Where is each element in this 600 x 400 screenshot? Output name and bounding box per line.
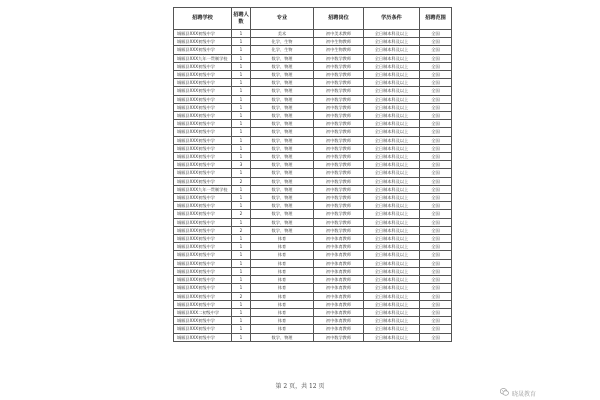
table-row xyxy=(174,128,452,136)
table-row xyxy=(174,103,452,111)
cell-post: 初中体育教师 xyxy=(314,235,364,243)
page-number: 第 2 页，共 12 页 xyxy=(275,383,325,390)
cell-post: 初中体育教师 xyxy=(314,300,364,308)
cell-range: 全国 xyxy=(420,317,452,325)
table-body xyxy=(174,30,452,342)
cell-post: 初中数学教师 xyxy=(314,144,364,152)
cell-school: 城厢县XXX初级中学 xyxy=(174,112,232,120)
cell-school: 城厢县XXX初级中学 xyxy=(174,71,232,79)
cell-post: 初中数学教师 xyxy=(314,112,364,120)
table-row xyxy=(174,169,452,177)
cell-range: 全国 xyxy=(420,103,452,111)
cell-major: 数学、物理 xyxy=(251,144,314,152)
cell-range: 全国 xyxy=(420,177,452,185)
cell-count: 1 xyxy=(232,128,251,136)
cell-major: 数学、物理 xyxy=(251,218,314,226)
cell-education: 全日制本科及以上 xyxy=(364,210,420,218)
cell-school: 城厢县XXX初级中学 xyxy=(174,128,232,136)
table-row xyxy=(174,308,452,316)
cell-major: 数学、物理 xyxy=(251,120,314,128)
cell-education: 全日制本科及以上 xyxy=(364,169,420,177)
cell-education: 全日制本科及以上 xyxy=(364,87,420,95)
cell-post: 初中数学教师 xyxy=(314,169,364,177)
cell-major: 体育 xyxy=(251,308,314,316)
cell-school: 城厢县XXX初级中学 xyxy=(174,218,232,226)
cell-major: 数学、物理 xyxy=(251,333,314,341)
cell-post: 初中数学教师 xyxy=(314,87,364,95)
cell-post: 初中数学教师 xyxy=(314,79,364,87)
table-row xyxy=(174,161,452,169)
table-row xyxy=(174,300,452,308)
cell-post: 初中数学教师 xyxy=(314,161,364,169)
table-row xyxy=(174,235,452,243)
table-row xyxy=(174,325,452,333)
cell-major: 数学、物理 xyxy=(251,87,314,95)
cell-range: 全国 xyxy=(420,325,452,333)
table-row xyxy=(174,259,452,267)
cell-range: 全国 xyxy=(420,300,452,308)
cell-count: 1 xyxy=(232,235,251,243)
cell-count: 1 xyxy=(232,71,251,79)
cell-count: 1 xyxy=(232,136,251,144)
table-row xyxy=(174,62,452,70)
cell-education: 全日制本科及以上 xyxy=(364,128,420,136)
cell-range: 全国 xyxy=(420,210,452,218)
cell-count: 1 xyxy=(232,112,251,120)
cell-count: 1 xyxy=(232,276,251,284)
cell-major: 体育 xyxy=(251,325,314,333)
cell-education: 全日制本科及以上 xyxy=(364,325,420,333)
cell-major: 美术 xyxy=(251,30,314,38)
cell-school: 城厢县XXX九年一贯制学校 xyxy=(174,185,232,193)
cell-post: 初中体育教师 xyxy=(314,308,364,316)
cell-count: 1 xyxy=(232,284,251,292)
table-row xyxy=(174,317,452,325)
cell-school: 城厢县XXX初级中学 xyxy=(174,333,232,341)
cell-major: 数学、物理 xyxy=(251,62,314,70)
cell-post: 初中数学教师 xyxy=(314,333,364,341)
cell-major: 体育 xyxy=(251,317,314,325)
cell-school: 城厢县XXX初级中学 xyxy=(174,267,232,275)
table-row xyxy=(174,95,452,103)
cell-school: 城厢县XXX初级中学 xyxy=(174,276,232,284)
cell-post: 初中数学教师 xyxy=(314,54,364,62)
watermark xyxy=(500,388,536,398)
cell-school: 城厢县XXX初级中学 xyxy=(174,317,232,325)
cell-count: 1 xyxy=(232,54,251,62)
cell-range: 全国 xyxy=(420,87,452,95)
cell-count: 1 xyxy=(232,243,251,251)
table-row xyxy=(174,210,452,218)
table-row xyxy=(174,112,452,120)
cell-major: 体育 xyxy=(251,243,314,251)
cell-education: 全日制本科及以上 xyxy=(364,333,420,341)
table-row xyxy=(174,120,452,128)
cell-count: 1 xyxy=(232,95,251,103)
cell-range: 全国 xyxy=(420,30,452,38)
cell-range: 全国 xyxy=(420,54,452,62)
cell-post: 初中体育教师 xyxy=(314,292,364,300)
cell-major: 数学、物理 xyxy=(251,161,314,169)
cell-count: 1 xyxy=(232,144,251,152)
cell-major: 数学、物理 xyxy=(251,54,314,62)
cell-post: 初中体育教师 xyxy=(314,267,364,275)
table-row xyxy=(174,276,452,284)
cell-education: 全日制本科及以上 xyxy=(364,284,420,292)
cell-education: 全日制本科及以上 xyxy=(364,276,420,284)
cell-post: 初中数学教师 xyxy=(314,202,364,210)
cell-education: 全日制本科及以上 xyxy=(364,120,420,128)
cell-range: 全国 xyxy=(420,333,452,341)
cell-range: 全国 xyxy=(420,38,452,46)
cell-range: 全国 xyxy=(420,226,452,234)
table-row xyxy=(174,136,452,144)
table-row xyxy=(174,79,452,87)
cell-count: 1 xyxy=(232,267,251,275)
cell-count: 1 xyxy=(232,46,251,54)
cell-range: 全国 xyxy=(420,292,452,300)
cell-school: 城厢县XXX初级中学 xyxy=(174,210,232,218)
cell-post: 初中体育教师 xyxy=(314,284,364,292)
cell-education: 全日制本科及以上 xyxy=(364,300,420,308)
cell-school: 城厢县XXX初级中学 xyxy=(174,62,232,70)
header-count: 招聘人数 xyxy=(232,8,251,30)
header-school: 招聘学校 xyxy=(174,8,232,30)
cell-range: 全国 xyxy=(420,71,452,79)
cell-school: 城厢县XXX二初级中学 xyxy=(174,308,232,316)
cell-count: 1 xyxy=(232,317,251,325)
cell-major: 数学、物理 xyxy=(251,169,314,177)
cell-count: 3 xyxy=(232,161,251,169)
cell-post: 初中体育教师 xyxy=(314,276,364,284)
cell-post: 初中体育教师 xyxy=(314,251,364,259)
table-row xyxy=(174,333,452,341)
cell-education: 全日制本科及以上 xyxy=(364,308,420,316)
cell-major: 化学、生物 xyxy=(251,38,314,46)
cell-post: 初中生物教师 xyxy=(314,46,364,54)
cell-school: 城厢县XXX初级中学 xyxy=(174,251,232,259)
cell-major: 数学、物理 xyxy=(251,112,314,120)
cell-major: 体育 xyxy=(251,259,314,267)
cell-count: 1 xyxy=(232,153,251,161)
table-row xyxy=(174,54,452,62)
cell-range: 全国 xyxy=(420,194,452,202)
cell-range: 全国 xyxy=(420,202,452,210)
table-row xyxy=(174,202,452,210)
cell-education: 全日制本科及以上 xyxy=(364,38,420,46)
cell-school: 城厢县XXX初级中学 xyxy=(174,144,232,152)
cell-post: 初中数学教师 xyxy=(314,71,364,79)
cell-education: 全日制本科及以上 xyxy=(364,136,420,144)
cell-education: 全日制本科及以上 xyxy=(364,161,420,169)
cell-education: 全日制本科及以上 xyxy=(364,177,420,185)
wechat-icon xyxy=(500,388,509,398)
cell-count: 1 xyxy=(232,194,251,202)
cell-education: 全日制本科及以上 xyxy=(364,218,420,226)
cell-range: 全国 xyxy=(420,259,452,267)
cell-post: 初中体育教师 xyxy=(314,317,364,325)
cell-post: 初中数学教师 xyxy=(314,103,364,111)
cell-post: 初中数学教师 xyxy=(314,210,364,218)
cell-major: 数学、物理 xyxy=(251,79,314,87)
cell-range: 全国 xyxy=(420,153,452,161)
cell-education: 全日制本科及以上 xyxy=(364,46,420,54)
cell-education: 全日制本科及以上 xyxy=(364,243,420,251)
cell-school: 城厢县XXX九年一贯制学校 xyxy=(174,54,232,62)
table-row xyxy=(174,292,452,300)
cell-school: 城厢县XXX初级中学 xyxy=(174,103,232,111)
cell-count: 1 xyxy=(232,333,251,341)
cell-count: 2 xyxy=(232,210,251,218)
cell-school: 城厢县XXX初级中学 xyxy=(174,161,232,169)
cell-major: 数学、物理 xyxy=(251,226,314,234)
cell-school: 城厢县XXX初级中学 xyxy=(174,38,232,46)
cell-post: 初中体育教师 xyxy=(314,325,364,333)
cell-education: 全日制本科及以上 xyxy=(364,103,420,111)
cell-range: 全国 xyxy=(420,120,452,128)
cell-range: 全国 xyxy=(420,218,452,226)
table-row xyxy=(174,144,452,152)
cell-education: 全日制本科及以上 xyxy=(364,62,420,70)
cell-education: 全日制本科及以上 xyxy=(364,317,420,325)
cell-major: 体育 xyxy=(251,284,314,292)
cell-range: 全国 xyxy=(420,79,452,87)
cell-education: 全日制本科及以上 xyxy=(364,144,420,152)
header-post: 招聘岗位 xyxy=(314,8,364,30)
cell-range: 全国 xyxy=(420,169,452,177)
cell-school: 城厢县XXX初级中学 xyxy=(174,325,232,333)
cell-count: 1 xyxy=(232,62,251,70)
cell-count: 1 xyxy=(232,103,251,111)
cell-school: 城厢县XXX初级中学 xyxy=(174,46,232,54)
cell-school: 城厢县XXX初级中学 xyxy=(174,95,232,103)
cell-count: 2 xyxy=(232,292,251,300)
table-row xyxy=(174,71,452,79)
cell-education: 全日制本科及以上 xyxy=(364,194,420,202)
cell-education: 全日制本科及以上 xyxy=(364,235,420,243)
cell-range: 全国 xyxy=(420,284,452,292)
cell-post: 初中数学教师 xyxy=(314,153,364,161)
cell-school: 城厢县XXX初级中学 xyxy=(174,226,232,234)
table-row xyxy=(174,38,452,46)
cell-education: 全日制本科及以上 xyxy=(364,226,420,234)
table-row xyxy=(174,46,452,54)
table-row xyxy=(174,267,452,275)
watermark-text: 晓晟教育 xyxy=(512,390,537,398)
cell-count: 1 xyxy=(232,259,251,267)
cell-major: 数学、物理 xyxy=(251,103,314,111)
cell-major: 数学、物理 xyxy=(251,202,314,210)
cell-major: 体育 xyxy=(251,292,314,300)
cell-count: 1 xyxy=(232,251,251,259)
cell-count: 1 xyxy=(232,325,251,333)
header-major: 专业 xyxy=(251,8,314,30)
cell-major: 数学、物理 xyxy=(251,153,314,161)
cell-school: 城厢县XXX初级中学 xyxy=(174,194,232,202)
cell-post: 初中数学教师 xyxy=(314,120,364,128)
cell-count: 1 xyxy=(232,120,251,128)
cell-education: 全日制本科及以上 xyxy=(364,112,420,120)
table-row xyxy=(174,177,452,185)
cell-education: 全日制本科及以上 xyxy=(364,79,420,87)
table-row xyxy=(174,194,452,202)
table-row xyxy=(174,218,452,226)
cell-post: 初中数学教师 xyxy=(314,128,364,136)
cell-range: 全国 xyxy=(420,112,452,120)
cell-school: 城厢县XXX初级中学 xyxy=(174,202,232,210)
cell-major: 体育 xyxy=(251,235,314,243)
cell-school: 城厢县XXX初级中学 xyxy=(174,153,232,161)
cell-school: 城厢县XXX初级中学 xyxy=(174,177,232,185)
cell-range: 全国 xyxy=(420,308,452,316)
cell-count: 1 xyxy=(232,185,251,193)
cell-range: 全国 xyxy=(420,62,452,70)
cell-education: 全日制本科及以上 xyxy=(364,185,420,193)
cell-school: 城厢县XXX初级中学 xyxy=(174,284,232,292)
table-row xyxy=(174,243,452,251)
cell-major: 数学、物理 xyxy=(251,210,314,218)
cell-school: 城厢县XXX初级中学 xyxy=(174,87,232,95)
cell-range: 全国 xyxy=(420,144,452,152)
cell-major: 数学、物理 xyxy=(251,194,314,202)
cell-school: 城厢县XXX初级中学 xyxy=(174,30,232,38)
cell-major: 化学、生物 xyxy=(251,46,314,54)
cell-count: 1 xyxy=(232,169,251,177)
cell-major: 体育 xyxy=(251,276,314,284)
cell-post: 初中体育教师 xyxy=(314,259,364,267)
cell-range: 全国 xyxy=(420,251,452,259)
cell-major: 数学、物理 xyxy=(251,136,314,144)
table-header-row xyxy=(174,8,452,30)
cell-education: 全日制本科及以上 xyxy=(364,267,420,275)
cell-post: 初中数学教师 xyxy=(314,136,364,144)
cell-education: 全日制本科及以上 xyxy=(364,202,420,210)
cell-range: 全国 xyxy=(420,128,452,136)
table-row xyxy=(174,87,452,95)
cell-education: 全日制本科及以上 xyxy=(364,30,420,38)
cell-post: 初中数学教师 xyxy=(314,185,364,193)
cell-count: 1 xyxy=(232,300,251,308)
cell-post: 初中数学教师 xyxy=(314,226,364,234)
cell-count: 2 xyxy=(232,177,251,185)
recruitment-table xyxy=(173,7,452,342)
cell-count: 1 xyxy=(232,218,251,226)
cell-education: 全日制本科及以上 xyxy=(364,71,420,79)
cell-major: 数学、物理 xyxy=(251,177,314,185)
cell-major: 数学、物理 xyxy=(251,185,314,193)
header-range: 招聘范围 xyxy=(420,8,452,30)
cell-range: 全国 xyxy=(420,243,452,251)
cell-count: 1 xyxy=(232,38,251,46)
cell-school: 城厢县XXX初级中学 xyxy=(174,292,232,300)
cell-major: 体育 xyxy=(251,300,314,308)
cell-education: 全日制本科及以上 xyxy=(364,54,420,62)
cell-post: 初中数学教师 xyxy=(314,177,364,185)
cell-range: 全国 xyxy=(420,136,452,144)
table-row xyxy=(174,185,452,193)
table-row xyxy=(174,251,452,259)
cell-count: 1 xyxy=(232,202,251,210)
cell-education: 全日制本科及以上 xyxy=(364,292,420,300)
table-row xyxy=(174,153,452,161)
cell-range: 全国 xyxy=(420,46,452,54)
cell-post: 初中生物教师 xyxy=(314,38,364,46)
cell-range: 全国 xyxy=(420,95,452,103)
cell-major: 体育 xyxy=(251,251,314,259)
cell-major: 数学、物理 xyxy=(251,128,314,136)
cell-school: 城厢县XXX初级中学 xyxy=(174,136,232,144)
cell-range: 全国 xyxy=(420,267,452,275)
cell-school: 城厢县XXX初级中学 xyxy=(174,235,232,243)
cell-education: 全日制本科及以上 xyxy=(364,259,420,267)
cell-count: 1 xyxy=(232,87,251,95)
cell-post: 初中数学教师 xyxy=(314,194,364,202)
cell-school: 城厢县XXX初级中学 xyxy=(174,300,232,308)
cell-post: 初中数学教师 xyxy=(314,95,364,103)
cell-count: 1 xyxy=(232,308,251,316)
cell-post: 初中数学教师 xyxy=(314,62,364,70)
cell-post: 初中美术教师 xyxy=(314,30,364,38)
cell-range: 全国 xyxy=(420,235,452,243)
table-row xyxy=(174,226,452,234)
table-row xyxy=(174,284,452,292)
cell-major: 体育 xyxy=(251,267,314,275)
cell-major: 数学、物理 xyxy=(251,71,314,79)
cell-school: 城厢县XXX初级中学 xyxy=(174,243,232,251)
cell-count: 1 xyxy=(232,30,251,38)
cell-range: 全国 xyxy=(420,185,452,193)
header-education: 学历条件 xyxy=(364,8,420,30)
cell-range: 全国 xyxy=(420,161,452,169)
cell-school: 城厢县XXX初级中学 xyxy=(174,79,232,87)
table-row xyxy=(174,30,452,38)
cell-major: 数学、物理 xyxy=(251,95,314,103)
cell-count: 2 xyxy=(232,226,251,234)
cell-education: 全日制本科及以上 xyxy=(364,251,420,259)
cell-post: 初中数学教师 xyxy=(314,218,364,226)
cell-education: 全日制本科及以上 xyxy=(364,153,420,161)
cell-count: 1 xyxy=(232,79,251,87)
cell-school: 城厢县XXX初级中学 xyxy=(174,169,232,177)
cell-school: 城厢县XXX初级中学 xyxy=(174,259,232,267)
cell-range: 全国 xyxy=(420,276,452,284)
cell-education: 全日制本科及以上 xyxy=(364,95,420,103)
cell-post: 初中体育教师 xyxy=(314,243,364,251)
cell-school: 城厢县XXX初级中学 xyxy=(174,120,232,128)
